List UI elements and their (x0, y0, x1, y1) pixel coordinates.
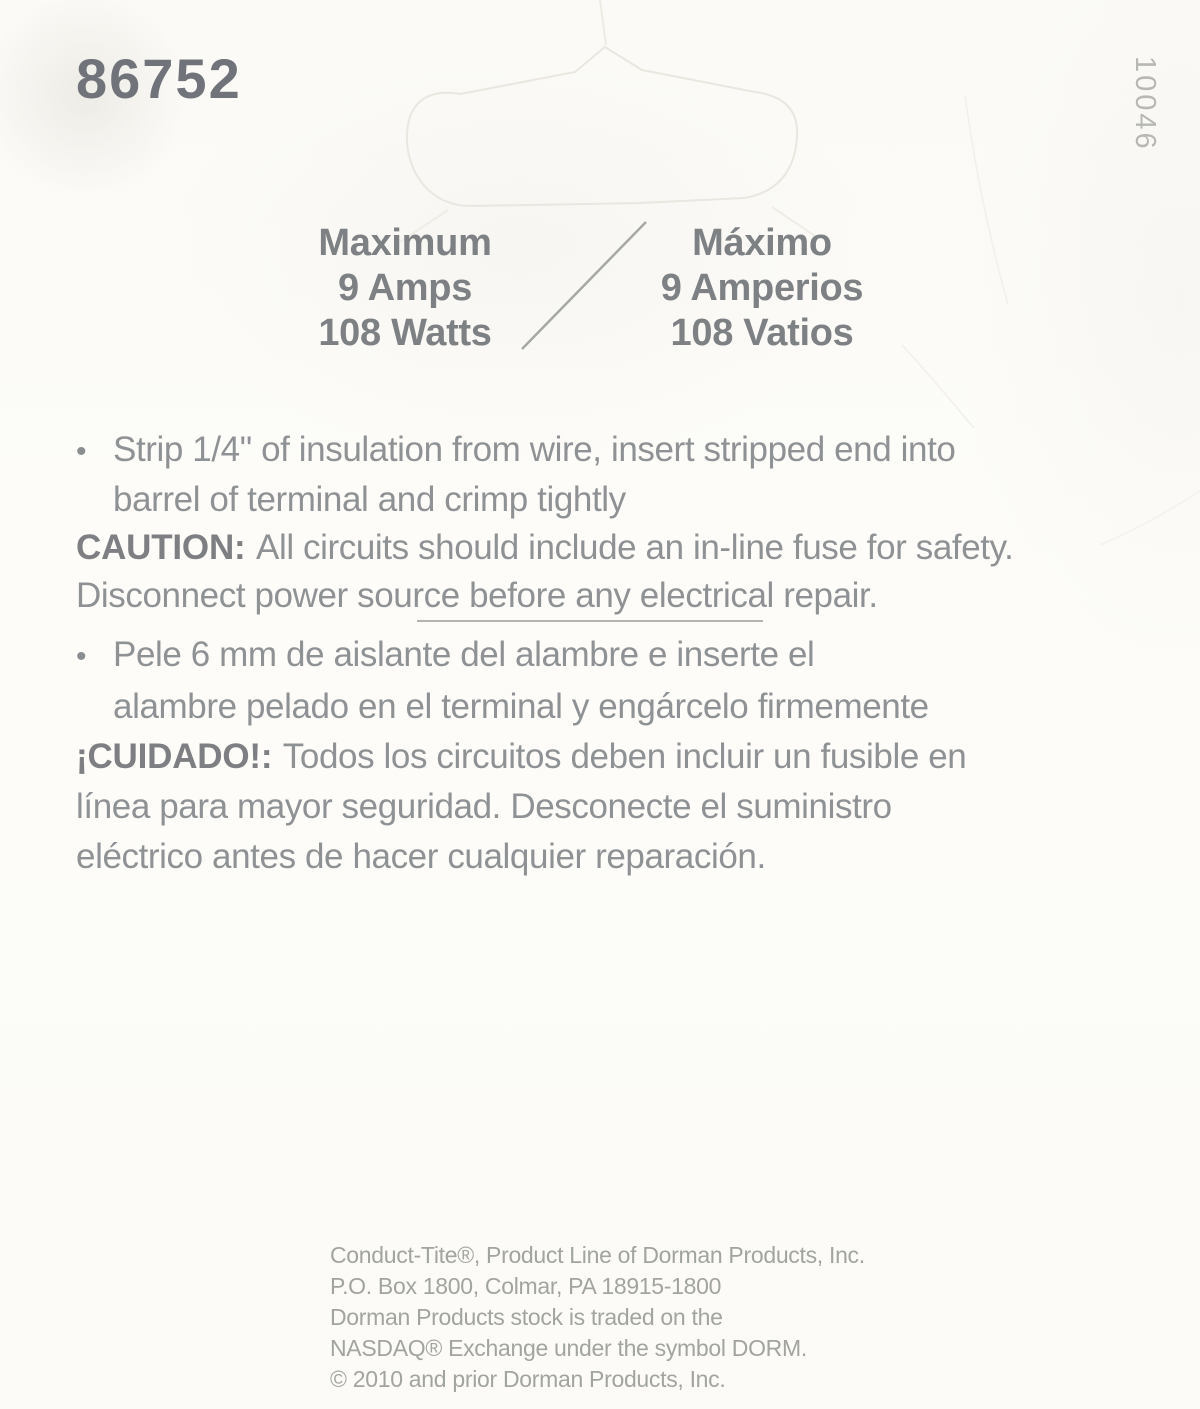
instruction-es-bullet-line-2: alambre pelado en el terminal y engárcelo firmemente (113, 687, 929, 726)
vertical-stock-code: 10046 (1129, 56, 1161, 152)
cuidado-es-line-2: línea para mayor seguridad. Desconecte el suministro (76, 787, 892, 826)
ratings-english (270, 221, 540, 356)
scan-crease-3 (1100, 430, 1200, 545)
instruction-en-text-1: Strip 1/4" of insulation from wire, insert stripped end into (113, 430, 956, 469)
manufacturer-line-1: Conduct-Tite®, Product Line of Dorman Products, Inc. (330, 1242, 865, 1268)
cuidado-es-line-1 (76, 732, 966, 782)
caution-en-text-1: All circuits should include an in-line fuse for safety. (256, 528, 1014, 567)
instruction-en-bullet-line-1 (76, 426, 1013, 476)
ratings-spanish-line-1: Máximo (692, 222, 832, 264)
manufacturer-line-5: © 2010 and prior Dorman Products, Inc. (330, 1366, 726, 1392)
manufacturer-line-3: Dorman Products stock is traded on the (330, 1304, 723, 1330)
caution-label: CAUTION: (76, 528, 246, 567)
cuidado-es-line-3: eléctrico antes de hacer cualquier reparación. (76, 837, 766, 876)
instruction-es-bullet-line-1 (76, 630, 966, 682)
ratings-spanish-line-2: 9 Amperios (660, 267, 864, 309)
manufacturer-info (330, 1240, 865, 1395)
instructions-spanish (76, 630, 966, 882)
ratings-english-line-2: 9 Amps (337, 267, 473, 309)
ratings-spanish (612, 221, 912, 356)
hang-hole-diecut-outline (407, 47, 797, 206)
manufacturer-line-2: P.O. Box 1800, Colmar, PA 18915-1800 (330, 1273, 722, 1299)
instruction-en-bullet-line-2: barrel of terminal and crimp tightly (113, 480, 626, 519)
ratings-spanish-line-3: 108 Vatios (670, 312, 854, 354)
instruction-es-text-1: Pele 6 mm de aislante del alambre e inserte el (113, 635, 815, 674)
cuidado-label: ¡CUIDADO!: (76, 737, 273, 776)
cuidado-es-text-1: Todos los circuitos deben incluir un fusible en (282, 737, 967, 776)
caution-en-line-2: Disconnect power source before any electrical repair. (76, 576, 878, 615)
part-number: 86752 (76, 47, 242, 110)
scan-crease-1 (965, 95, 1008, 305)
caution-en-line-1 (76, 524, 1013, 572)
instructions-english (76, 426, 1013, 620)
ratings-english-line-1: Maximum (318, 222, 492, 264)
bullet-icon: • (76, 640, 87, 673)
scan-crease-2 (902, 345, 974, 428)
bullet-icon: • (76, 435, 87, 468)
manufacturer-line-4: NASDAQ® Exchange under the symbol DORM. (330, 1335, 807, 1361)
ratings-english-line-3: 108 Watts (318, 312, 492, 354)
diecut-top-crease (600, 0, 606, 45)
